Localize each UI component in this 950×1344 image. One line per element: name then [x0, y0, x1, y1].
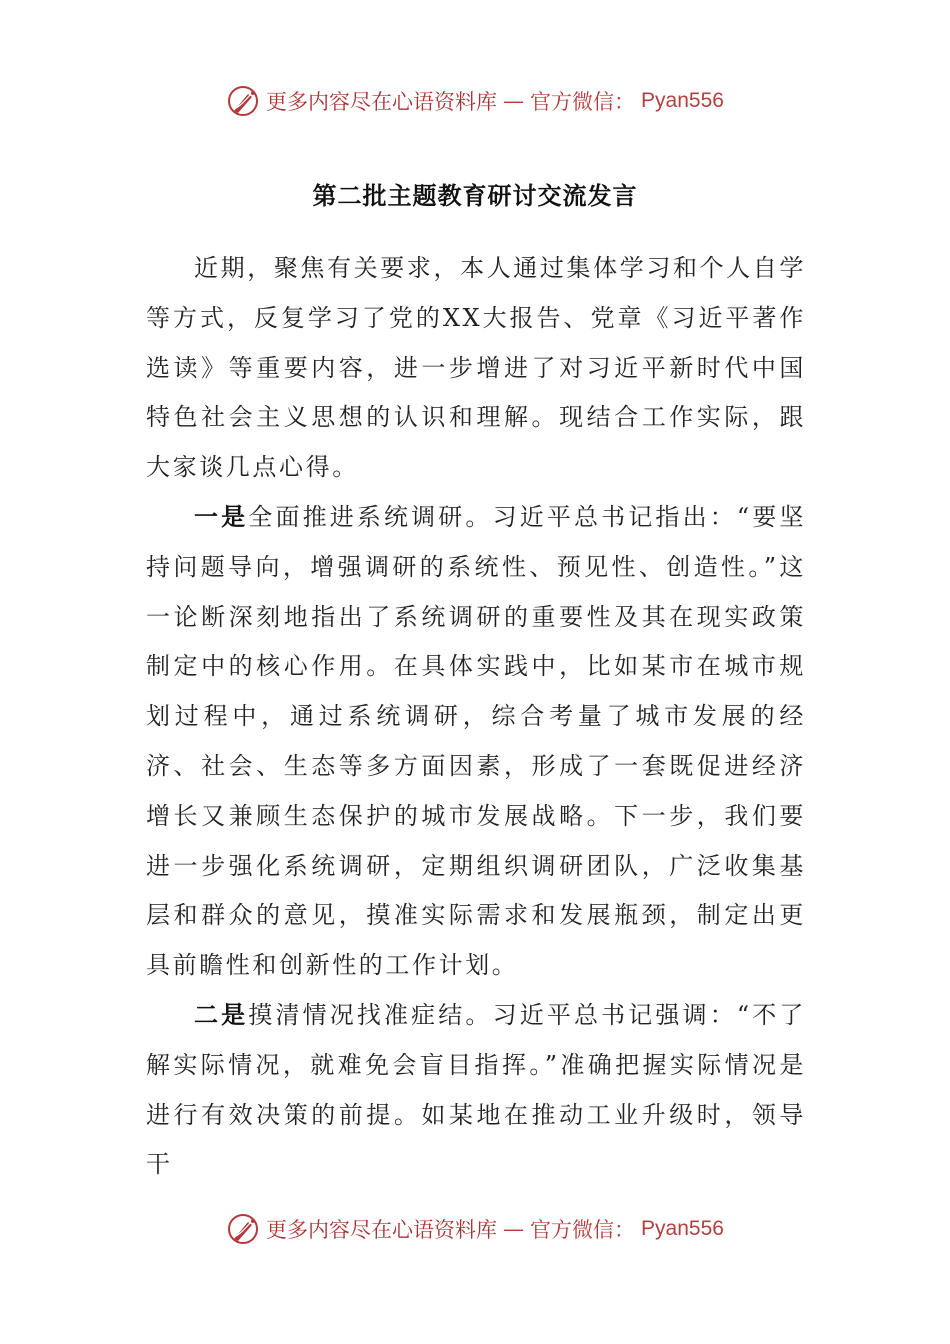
header-brand: 更多内容尽在心语资料库 [266, 90, 498, 114]
footer-brand: 更多内容尽在心语资料库 [266, 1218, 498, 1242]
paragraph-lead: 二是 [194, 1000, 249, 1029]
paragraph-intro [146, 244, 806, 493]
footer-separator: — [503, 1217, 525, 1241]
paragraph-text: 全面推进系统调研。习近平总书记指出：“要坚持问题导向，增强调研的系统性、预见性、创造性。”这一论断深刻地指出了系统调研的重要性及其在现实政策制定中的核心作用。在具体实践中，比如某市在城市规划过程中，通过系统调研，综合考量了城市发展的经济、社会、生态等多方面因素，形成了一套既促进经济增长又兼顾生态保护的城市发展战略。下一步，我们要进一步强化系统调研，定期组织调研团队，广泛收集基层和群众的意见，摸准实际需求和发展瓶颈，制定出更具前瞻性和创新性的工作计划。 [146, 502, 807, 980]
paragraph-text: 近期，聚焦有关要求，本人通过集体学习和个人自学等方式，反复学习了党的XX大报告、党章《习近平著作选读》等重要内容，进一步增进了对习近平新时代中国特色社会主义思想的认识和理解。现结合工作实际，跟大家谈几点心得。 [146, 254, 806, 482]
paragraph-lead: 一是 [194, 502, 249, 531]
document-title: 第二批主题教育研讨交流发言 [312, 182, 638, 210]
footer-banner [0, 1212, 950, 1246]
document-body [146, 244, 806, 1190]
footer-wechat-id: Pyan556 [641, 1217, 724, 1240]
paragraph-point-1 [146, 493, 806, 991]
paragraph-point-2 [146, 991, 806, 1190]
paragraph-text: 摸清情况找准症结。习近平总书记强调：“不了解实际情况，就难免会盲目指挥。”准确把握实际情况是进行有效决策的前提。如某地在推动工业升级时，领导干 [146, 1000, 807, 1179]
quill-pen-icon [226, 1212, 260, 1246]
header-wechat-id: Pyan556 [641, 89, 724, 112]
header-separator: — [503, 89, 525, 113]
quill-pen-icon [226, 84, 260, 118]
header-wechat-label: 官方微信： [530, 90, 636, 114]
header-banner [0, 84, 950, 118]
footer-wechat-label: 官方微信： [530, 1218, 636, 1242]
